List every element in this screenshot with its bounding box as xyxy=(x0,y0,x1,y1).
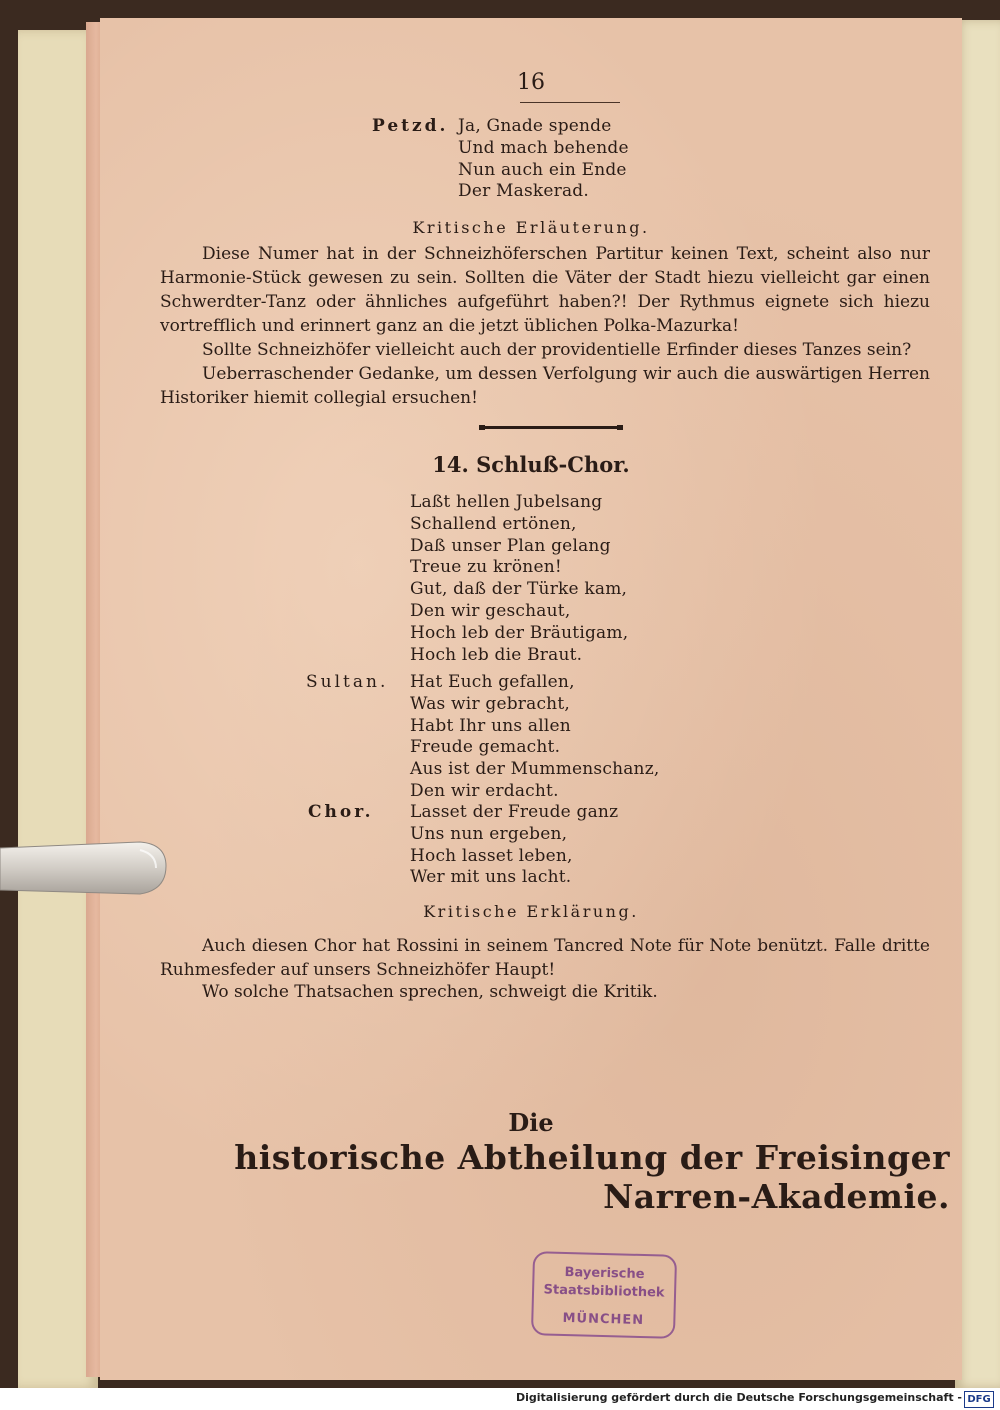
verse-line: Freude gemacht. xyxy=(410,737,561,758)
verse-line: Habt Ihr uns allen xyxy=(410,715,571,736)
closing-title: historische Abtheilung der Freisinger Narren-Akademie. xyxy=(234,1138,950,1216)
chorus-verse xyxy=(410,492,628,666)
section-title: 14. Schluß-Chor. xyxy=(432,452,630,477)
verse-line: Den wir erdacht. xyxy=(410,780,559,801)
commentary-paragraph: Auch diesen Chor hat Rossini in seinem Tancred Note für Note benützt. Falle dritte Ruhmesfeder auf unsers Schneizhöfer Haupt! xyxy=(160,936,930,980)
verse-line: Der Maskerad. xyxy=(458,181,589,202)
petzd-verse xyxy=(458,116,629,203)
verse-line: Hoch leb der Bräutigam, xyxy=(410,622,629,643)
verse-line: Gut, daß der Türke kam, xyxy=(410,579,628,600)
dfg-logo: DFG xyxy=(964,1391,994,1408)
sultan-verse xyxy=(410,672,659,803)
verse-line: Ja, Gnade spende xyxy=(458,116,612,136)
stamp-line: Staatsbibliothek xyxy=(543,1282,665,1301)
commentary-heading: Kritische Erläuterung. xyxy=(412,218,650,237)
library-stamp xyxy=(531,1251,677,1339)
verse-line: Und mach behende xyxy=(458,137,629,158)
verse-line: Wer mit uns lacht. xyxy=(410,867,572,888)
verse-line: Den wir geschaut, xyxy=(410,600,571,621)
footer-bar xyxy=(0,1388,1000,1410)
verse-line: Schallend ertönen, xyxy=(410,513,577,534)
commentary-heading: Kritische Erklärung. xyxy=(423,902,639,921)
closing-die: Die xyxy=(508,1108,554,1137)
verse-line: Daß unser Plan gelang xyxy=(410,535,611,556)
verse-line: Uns nun ergeben, xyxy=(410,823,568,844)
speaker-petzd: Petzd. xyxy=(372,116,449,136)
verse-line: Aus ist der Mummenschanz, xyxy=(410,759,660,780)
commentary-paragraph: Diese Numer hat in der Schneizhöferschen Partitur keinen Text, scheint also nur Harmonie-Stück gewesen zu sein. Sollten die Väter der Stadt hiezu vielleicht gar einen Schwerdter-Tanz oder ähnliches aufgeführt haben?! Der Rythmus eignete sich hiezu vortrefflich und erinnert ganz an die jetzt üblichen Polka-Mazurka! xyxy=(160,244,930,336)
stamp-line: Bayerische xyxy=(564,1264,645,1283)
page-number-rule xyxy=(520,102,620,103)
verse-line: Lasset der Freude ganz xyxy=(410,802,619,822)
speaker-sultan: Sultan. xyxy=(306,672,389,692)
commentary-paragraph: Sollte Schneizhöfer vielleicht auch der providentielle Erfinder dieses Tanzes sein? xyxy=(202,340,912,360)
verse-line: Treue zu krönen! xyxy=(410,557,562,578)
footer-credit: Digitalisierung gefördert durch die Deutsche Forschungsgemeinschaft - xyxy=(515,1391,962,1404)
commentary-paragraph: Ueberraschender Gedanke, um dessen Verfolgung wir auch die auswärtigen Herren Historiker hiemit collegial ersuchen! xyxy=(160,364,930,408)
page-clip-icon xyxy=(0,840,168,898)
verse-line: Hoch leb die Braut. xyxy=(410,644,583,665)
verse-line: Was wir gebracht, xyxy=(410,693,570,714)
page-number: 16 xyxy=(517,70,545,95)
verse-line: Nun auch ein Ende xyxy=(458,159,627,180)
commentary-paragraph: Wo solche Thatsachen sprechen, schweigt die Kritik. xyxy=(202,982,658,1002)
stamp-line: MÜNCHEN xyxy=(562,1310,645,1329)
speaker-chor: Chor. xyxy=(308,802,374,822)
verse-line: Hoch lasset leben, xyxy=(410,845,573,866)
verse-line: Hat Euch gefallen, xyxy=(410,672,575,692)
document-page xyxy=(100,18,962,1380)
verse-line: Laßt hellen Jubelsang xyxy=(410,492,603,512)
chor-verse xyxy=(410,802,618,889)
section-divider xyxy=(482,426,620,429)
